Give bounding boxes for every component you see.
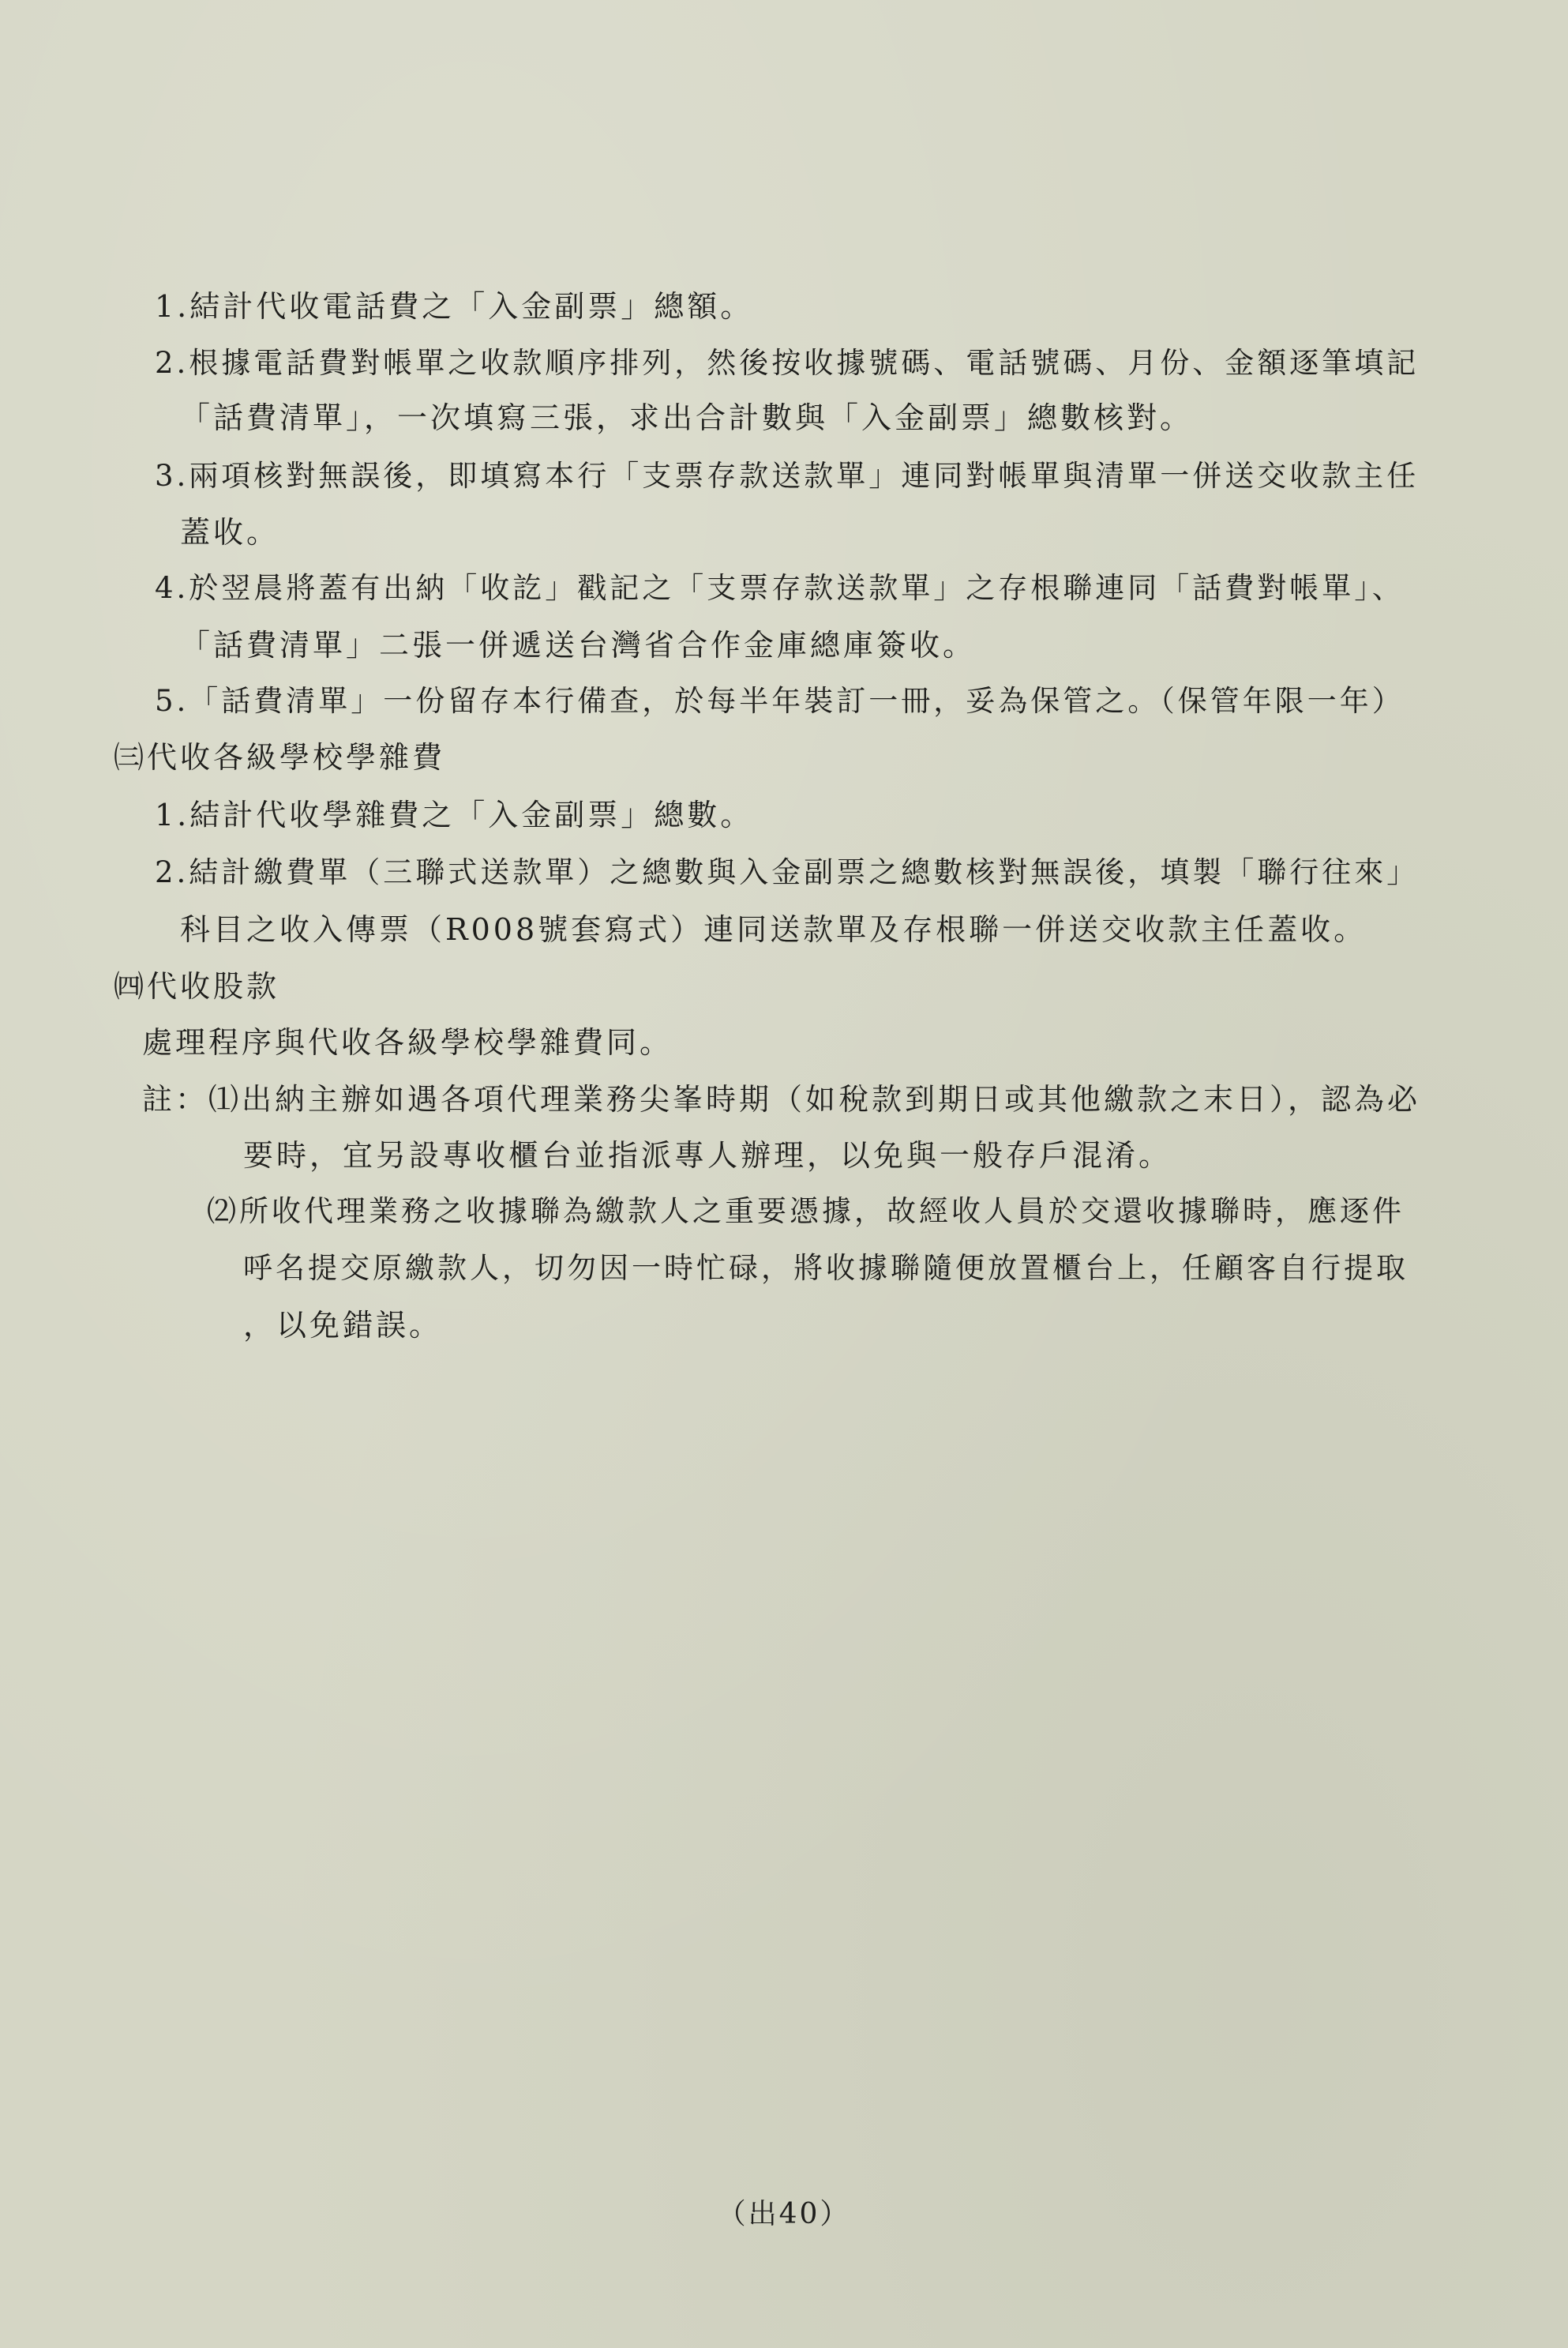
text-line-14: 處理程序與代收各級學校學雜費同。 — [142, 1025, 673, 1060]
section-heading-4: ㈣代收股款 — [114, 969, 280, 1004]
text-line-1: 1.結計代收電話費之「入金副票」總額。 — [155, 289, 754, 324]
note-line-3: ⑵所收代理業務之收據聯為繳款人之重要憑據，故經收人員於交還收據聯時，應逐件 — [207, 1194, 1405, 1228]
text-line-10: 1.結計代收學雜費之「入金副票」總數。 — [155, 798, 754, 832]
note-line-5: ，以免錯誤。 — [243, 1308, 443, 1343]
page-number: （出40） — [717, 2198, 851, 2230]
text-line-5: 蓋收。 — [180, 515, 280, 550]
text-line-4: 3.兩項核對無誤後，即填寫本行「支票存款送款單」連同對帳單與清單一併送交收款主任 — [155, 459, 1420, 493]
note-line-1: 註：⑴出納主辦如遇各項代理業務尖峯時期（如稅款到期日或其他繳款之末日），認為必 — [142, 1082, 1421, 1117]
text-line-6: 4.於翌晨將蓋有出納「收訖」戳記之「支票存款送款單」之存根聯連同「話費對帳單」、 — [155, 571, 1405, 605]
text-line-12: 科目之收入傳票（R008號套寫式）連同送款單及存根聯一併送交收款主任蓋收。 — [180, 912, 1367, 947]
text-line-8: 5.「話費清單」一份留存本行備查，於每半年裝訂一冊，妥為保管之。（保管年限一年） — [155, 684, 1405, 718]
text-line-7: 「話費清單」二張一併遞送台灣省合作金庫總庫簽收。 — [180, 628, 977, 663]
text-line-2: 2.根據電話費對帳單之收款順序排列，然後按收據號碼、電話號碼、月份、金額逐筆填記 — [155, 346, 1420, 380]
text-line-3: 「話費清單」，一次填寫三張，求出合計數與「入金副票」總數核對。 — [180, 400, 1194, 435]
note-line-4: 呼名提交原繳款人，切勿因一時忙碌，將收據聯隨便放置櫃台上，任顧客自行提取 — [243, 1251, 1409, 1285]
section-heading-3: ㈢代收各級學校學雜費 — [114, 740, 446, 775]
note-line-2: 要時，宜另設專收櫃台並指派專人辦理，以免與一般存戶混淆。 — [243, 1138, 1172, 1173]
text-line-11: 2.結計繳費單（三聯式送款單）之總數與入金副票之總數核對無誤後，填製「聯行往來」 — [155, 855, 1420, 889]
